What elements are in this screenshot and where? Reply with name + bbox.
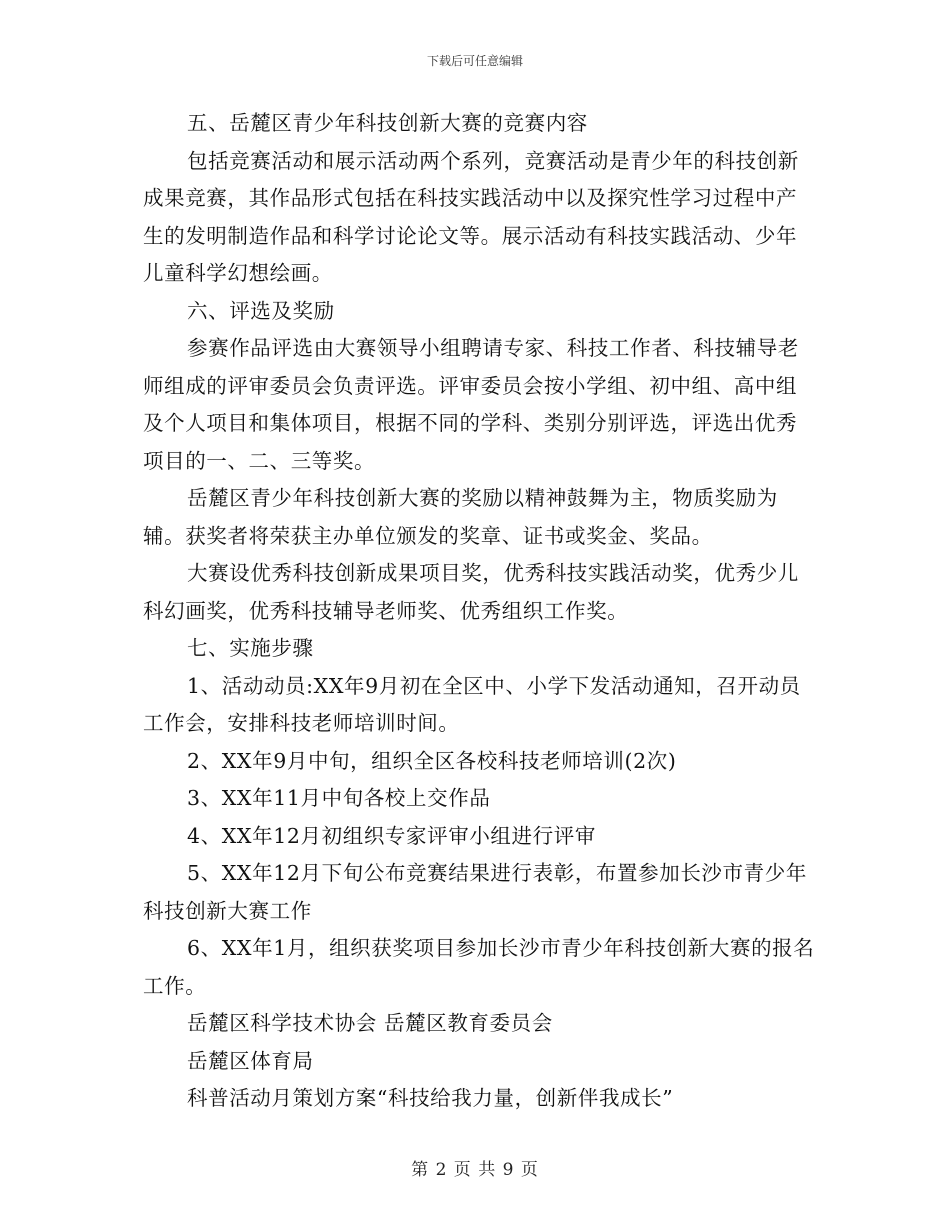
body-paragraph: 包括竞赛活动和展示活动两个系列，竞赛活动是青少年的科技创新成果竞赛，其作品形式包括在科技实践活动中以及探究性学习过程中产生的发明制造作品和科学讨论论文等。展示活动有科技实践活动、少年儿童科学幻想绘画。 [143, 148, 799, 285]
step-item: 5、XX年12月下旬公布竞赛结果进行表彰，布置参加长沙市青少年科技创新大赛工作 [143, 861, 807, 923]
organizer-line: 岳麓区体育局 [187, 1048, 314, 1073]
section-heading-6: 六、评选及奖励 [187, 298, 335, 323]
body-paragraph: 大赛设优秀科技创新成果项目奖，优秀科技实践活动奖，优秀少儿科幻画奖，优秀科技辅导老师奖、优秀组织工作奖。 [143, 561, 799, 623]
plan-title: 科普活动月策划方案“科技给我力量，创新伴我成长” [187, 1086, 674, 1110]
step-item: 6、XX年1月，组织获奖项目参加长沙市青少年科技创新大赛的报名工作。 [143, 936, 815, 998]
step-item: 4、XX年12月初组织专家评审小组进行评审 [187, 823, 596, 848]
step-item: 2、XX年9月中旬，组织全区各校科技老师培训(2次) [187, 748, 677, 773]
step-item: 3、XX年11月中旬各校上交作品 [187, 786, 491, 810]
step-item: 1、活动动员:XX年9月初在全区中、小学下发活动通知，召开动员工作会，安排科技老师培训时间。 [143, 673, 801, 735]
page-number: 第 2 页 共 9 页 [411, 1160, 539, 1180]
section-heading-7: 七、实施步骤 [187, 636, 314, 660]
body-paragraph: 岳麓区青少年科技创新大赛的奖励以精神鼓舞为主，物质奖励为辅。获奖者将荣获主办单位颁发的奖章、证书或奖金、奖品。 [143, 486, 778, 548]
organizer-line: 岳麓区科学技术协会 岳麓区教育委员会 [187, 1011, 553, 1035]
document-body [143, 105, 818, 1118]
page-header: 下载后可任意编辑 [426, 54, 523, 68]
section-heading-5: 五、岳麓区青少年科技创新大赛的竞赛内容 [187, 111, 588, 135]
body-paragraph: 参赛作品评选由大赛领导小组聘请专家、科技工作者、科技辅导老师组成的评审委员会负责评选。评审委员会按小学组、初中组、高中组及个人项目和集体项目，根据不同的学科、类别分别评选，评选出优秀项目的一、二、三等奖。 [143, 336, 799, 473]
